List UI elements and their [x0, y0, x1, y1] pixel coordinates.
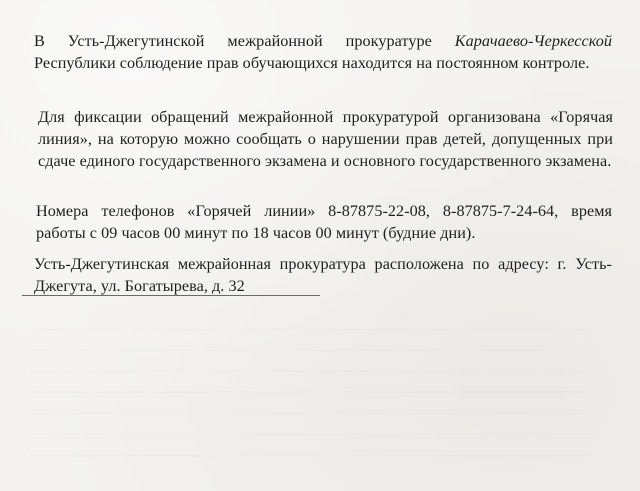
- paragraph-prosecutor-control: [34, 30, 612, 74]
- paragraph1-text-end: Республики соблюдение прав обучающихся находится на постоянном контроле.: [34, 54, 590, 72]
- address-underline: [22, 295, 320, 296]
- paragraph-phone-numbers: Номера телефонов «Горячей линии» 8-87875-22-08, 8-87875-7-24-64, время работы с 09 часов 00 минут по 18 часов 00 минут (будние дни).: [36, 202, 612, 242]
- paragraph-address: Усть-Джегутинская межрайонная прокуратура расположена по адресу: г. Усть-Джегута, ул. Богатырева, д. 32: [34, 255, 612, 295]
- paragraph1-text-start: В Усть-Джегутинской межрайонной прокуратуре: [34, 32, 455, 50]
- paragraph1-italic-region: Карачаево-Черкесской: [454, 32, 612, 50]
- page-bleed-through: [30, 310, 590, 460]
- paragraph-hotline: Для фиксации обращений межрайонной прокуратурой организована «Горячая линия», на которую можно сообщать о нарушении прав детей, допущенных при сдаче единого государственного экзамена и основного государственного экзамена.: [38, 108, 613, 170]
